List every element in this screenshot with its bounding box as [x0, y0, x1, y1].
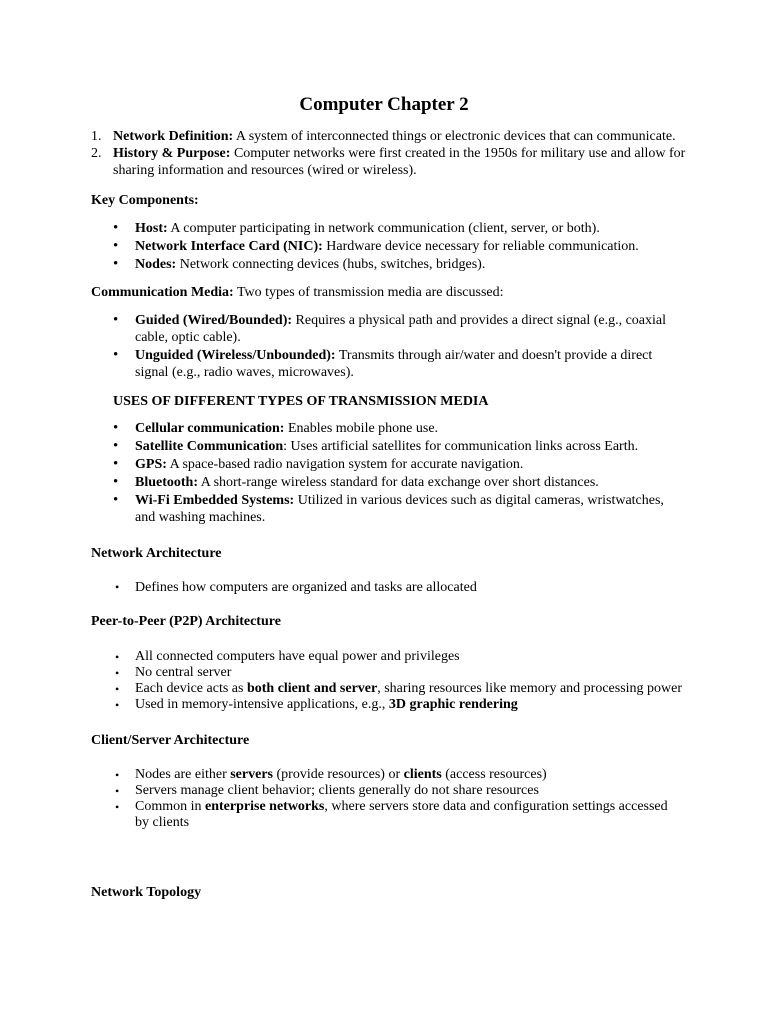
- paragraph-term: Communication Media:: [91, 285, 234, 300]
- item-text: A computer participating in network communication (client, server, or both).: [167, 221, 600, 236]
- item-term: Satellite Communication: [135, 439, 284, 454]
- item-text: (provide resources) or: [273, 767, 404, 782]
- bullet-icon: •: [115, 768, 120, 782]
- list-item: [113, 697, 683, 713]
- list-item: [113, 312, 683, 346]
- network-architecture-heading: Network Architecture: [91, 546, 222, 561]
- item-emphasis: clients: [403, 767, 442, 782]
- bullet-icon: •: [113, 492, 119, 508]
- bullet-icon: •: [113, 312, 119, 328]
- item-text: A short-range wireless standard for data exchange over short distances.: [198, 475, 599, 490]
- list-item: [113, 649, 683, 665]
- list-item: [113, 347, 683, 381]
- item-text: Used in memory-intensive applications, e.g.,: [135, 697, 389, 712]
- item-text: Utilized in various devices such as digital cameras, wristwatches, and washing machines.: [135, 493, 664, 525]
- p2p-list: [113, 649, 683, 713]
- item-text: Each device acts as: [135, 681, 247, 696]
- item-number: 1.: [91, 129, 102, 144]
- item-term: Network Definition:: [113, 129, 234, 144]
- item-text: Requires a physical path and provides a direct signal (e.g., coaxial cable, optic cable).: [135, 313, 667, 345]
- item-text: No central server: [135, 665, 232, 680]
- bullet-icon: •: [113, 256, 119, 272]
- uses-heading: USES OF DIFFERENT TYPES OF TRANSMISSION MEDIA: [113, 394, 489, 409]
- bullet-icon: •: [113, 238, 119, 254]
- list-item: [113, 220, 683, 237]
- list-item: [113, 474, 683, 491]
- item-text: Computer networks were first created in the 1950s for military use and allow for sharing information and resources (wired or wireless).: [113, 146, 686, 178]
- list-item: [113, 665, 683, 681]
- item-term: Wi-Fi Embedded Systems:: [135, 493, 295, 508]
- item-term: Bluetooth:: [135, 475, 198, 490]
- item-text: Enables mobile phone use.: [284, 421, 439, 436]
- list-item: [91, 128, 691, 145]
- bullet-icon: •: [115, 800, 120, 814]
- page-title: Computer Chapter 2: [299, 94, 469, 115]
- bullet-icon: •: [113, 220, 119, 236]
- item-term: Network Interface Card (NIC):: [135, 239, 323, 254]
- bullet-icon: •: [115, 650, 120, 664]
- item-emphasis: servers: [230, 767, 273, 782]
- list-item: [113, 238, 683, 255]
- item-text: All connected computers have equal power and privileges: [135, 649, 460, 664]
- media-types-list: [113, 312, 683, 381]
- item-emphasis: enterprise networks: [205, 799, 325, 814]
- bullet-icon: •: [115, 580, 120, 594]
- list-item: [113, 579, 683, 596]
- bullet-icon: •: [113, 420, 119, 436]
- list-item: [113, 420, 683, 437]
- item-text: Defines how computers are organized and tasks are allocated: [135, 580, 477, 595]
- item-number: 2.: [91, 146, 102, 161]
- item-term: Host:: [135, 221, 168, 236]
- bullet-icon: •: [115, 698, 120, 712]
- client-server-list: [113, 767, 683, 831]
- item-term: Nodes:: [135, 257, 177, 272]
- bullet-icon: •: [115, 682, 120, 696]
- list-item: [113, 456, 683, 473]
- item-text: Common in: [135, 799, 206, 814]
- item-text: , where servers store data and configuration settings accessed by clients: [135, 799, 668, 830]
- item-emphasis: both client and server: [246, 681, 378, 696]
- key-components-heading: Key Components:: [91, 193, 199, 208]
- item-text: A space-based radio navigation system for accurate navigation.: [166, 457, 524, 472]
- item-text: (access resources): [441, 767, 547, 782]
- item-term: GPS:: [135, 457, 167, 472]
- bullet-icon: •: [113, 438, 119, 454]
- bullet-icon: •: [115, 666, 120, 680]
- item-term: Guided (Wired/Bounded):: [135, 313, 293, 328]
- list-item: [113, 256, 683, 273]
- item-text: Hardware device necessary for reliable communication.: [322, 239, 639, 254]
- item-emphasis: 3D graphic rendering: [388, 697, 518, 712]
- item-text: A system of interconnected things or electronic devices that can communicate.: [233, 129, 676, 144]
- item-text: Servers manage client behavior; clients generally do not share resources: [135, 783, 539, 798]
- key-components-list: [113, 220, 683, 273]
- item-term: History & Purpose:: [113, 146, 231, 161]
- item-text: Network connecting devices (hubs, switches, bridges).: [176, 257, 486, 272]
- network-architecture-list: [113, 579, 683, 596]
- network-topology-heading: Network Topology: [91, 885, 202, 900]
- list-item: [113, 681, 683, 697]
- bullet-icon: •: [113, 456, 119, 472]
- bullet-icon: •: [113, 347, 119, 363]
- item-text: Nodes are either: [135, 767, 231, 782]
- bullet-icon: •: [115, 784, 120, 798]
- list-item: [113, 492, 683, 526]
- uses-list: [113, 420, 683, 526]
- p2p-heading: Peer-to-Peer (P2P) Architecture: [91, 614, 281, 629]
- client-server-heading: Client/Server Architecture: [91, 733, 250, 748]
- item-text: : Uses artificial satellites for communication links across Earth.: [283, 439, 639, 454]
- numbered-list: [91, 128, 691, 179]
- list-item: [113, 783, 683, 799]
- bullet-icon: •: [113, 474, 119, 490]
- paragraph-text: Two types of transmission media are discussed:: [233, 285, 504, 300]
- list-item: [113, 799, 683, 831]
- list-item: [113, 438, 683, 455]
- list-item: [91, 145, 691, 179]
- item-term: Unguided (Wireless/Unbounded):: [135, 348, 336, 363]
- item-text: , sharing resources like memory and processing power: [377, 681, 683, 696]
- communication-media-paragraph: [91, 284, 691, 301]
- item-text: Transmits through air/water and doesn't provide a direct signal (e.g., radio waves, microwaves).: [135, 348, 653, 380]
- item-term: Cellular communication:: [135, 421, 285, 436]
- list-item: [113, 767, 683, 783]
